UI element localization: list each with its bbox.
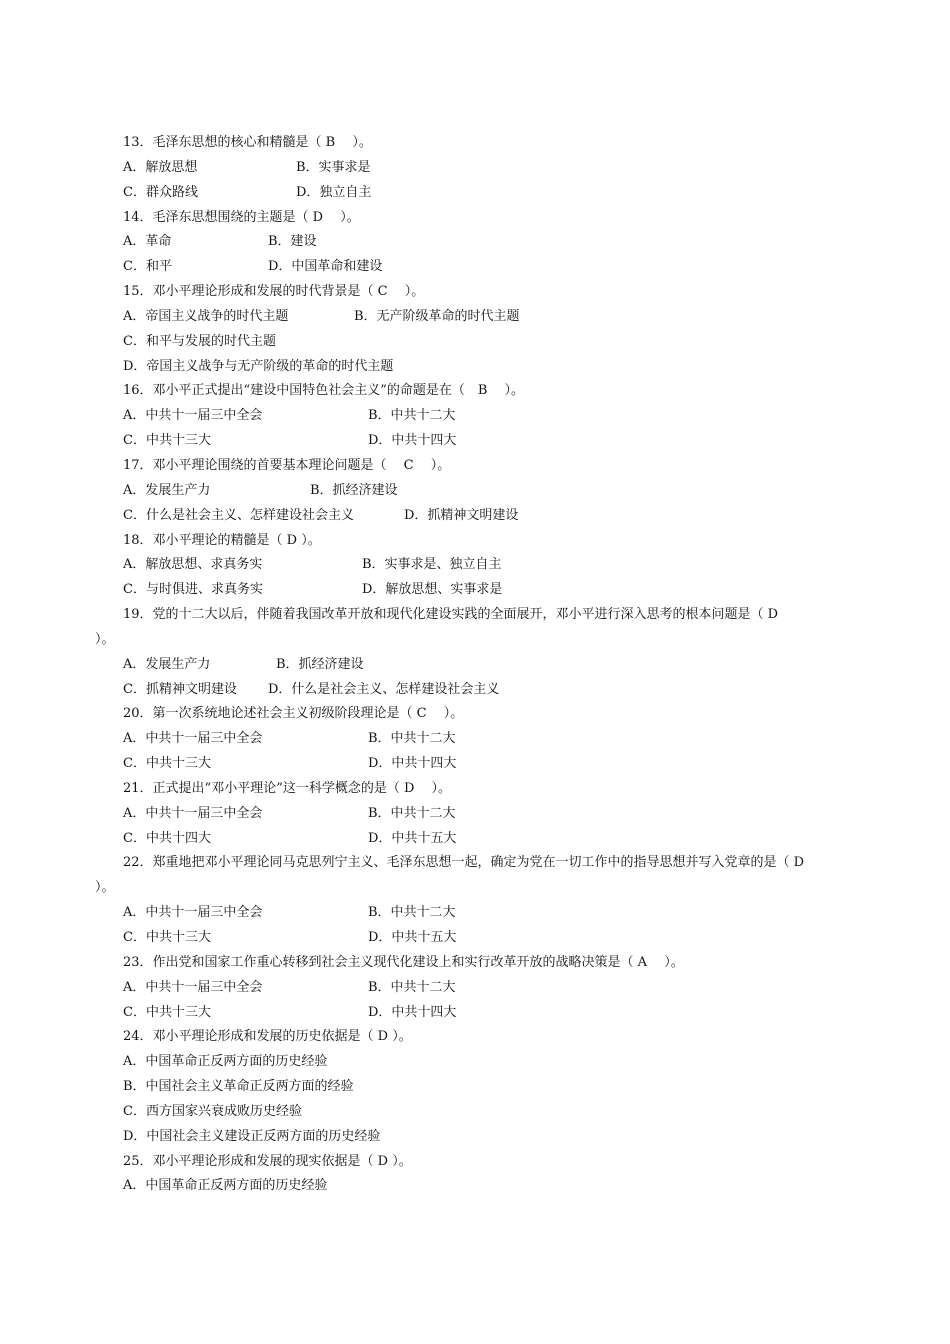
option-text: C．和平: [123, 259, 172, 275]
option-row: [0, 752, 950, 777]
option-row: [0, 230, 950, 255]
option-row: [0, 181, 950, 206]
question-text: 24．邓小平理论形成和发展的历史依据是（ D ）。: [123, 1029, 412, 1045]
option-text: D．中共十五大: [368, 830, 457, 846]
option-row: [0, 926, 950, 951]
option-text: B．中国社会主义革命正反两方面的经验: [123, 1079, 354, 1095]
option-text: B．中共十二大: [368, 979, 456, 995]
option-row: [0, 678, 950, 703]
question-text: 17．邓小平理论围绕的首要基本理论问题是（ C ）。: [123, 457, 451, 473]
option-text: B．抓经济建设: [276, 656, 364, 672]
option-row: [0, 1100, 950, 1125]
option-row: [0, 1001, 950, 1026]
option-text: D．解放思想、实事求是: [362, 582, 503, 598]
option-text: A．发展生产力: [123, 482, 211, 498]
option-row: [0, 802, 950, 827]
option-text: A．中国革命正反两方面的历史经验: [123, 1054, 328, 1070]
option-text: D．抓精神文明建设: [404, 507, 519, 523]
option-row: [0, 901, 950, 926]
option-row: [0, 553, 950, 578]
option-row: [0, 404, 950, 429]
option-row: [0, 305, 950, 330]
option-text: B．中共十二大: [368, 905, 456, 921]
option-text: A．中共十一届三中全会: [123, 805, 263, 821]
question-text: 14．毛泽东思想围绕的主题是（ D ）。: [123, 209, 360, 225]
option-text: B．抓经济建设: [310, 482, 398, 498]
option-row: [0, 1075, 950, 1100]
option-text: D．中共十四大: [368, 756, 457, 772]
question-text: 20．第一次系统地论述社会主义初级阶段理论是（ C ）。: [123, 706, 464, 722]
option-text: C．中共十三大: [123, 930, 211, 945]
option-text: D．中国革命和建设: [268, 259, 383, 275]
option-row: [0, 1174, 950, 1199]
option-text: D．独立自主: [296, 184, 372, 200]
option-row: [0, 578, 950, 603]
option-text: A．中国革命正反两方面的历史经验: [123, 1178, 328, 1194]
option-text: C．中共十三大: [123, 1004, 211, 1020]
option-text: B．中共十二大: [368, 731, 456, 747]
option-row: [0, 156, 950, 181]
option-row: [0, 653, 950, 678]
document-body: [0, 131, 950, 1199]
option-text: A．帝国主义战争的时代主题: [123, 308, 289, 324]
option-text: A．解放思想、求真务实: [123, 557, 263, 573]
option-text: C．中共十三大: [123, 433, 211, 449]
option-text: D．中共十五大: [368, 930, 457, 945]
question-continuation: ）。: [95, 880, 115, 896]
option-text: C．和平与发展的时代主题: [123, 333, 276, 349]
option-text: B．中共十二大: [368, 408, 456, 424]
option-text: D．中共十四大: [368, 1004, 457, 1020]
option-row: [0, 976, 950, 1001]
option-row: [0, 827, 950, 852]
option-text: A．发展生产力: [123, 656, 211, 672]
option-text: A．解放思想: [123, 159, 198, 175]
option-text: C．中共十三大: [123, 756, 211, 772]
option-text: C．与时俱进、求真务实: [123, 582, 263, 598]
option-text: B．无产阶级革命的时代主题: [354, 308, 520, 324]
option-text: B．实事求是: [296, 159, 371, 175]
option-text: A．中共十一届三中全会: [123, 731, 263, 747]
question-text: 23．作出党和国家工作重心转移到社会主义现代化建设上和实行改革开放的战略决策是（ A ）。: [123, 954, 684, 970]
question-text: 22．郑重地把邓小平理论同马克思列宁主义、毛泽东思想一起，确定为党在一切工作中的指导思想并写入党章的是（ D: [123, 855, 805, 871]
option-text: B．实事求是、独立自主: [362, 557, 502, 573]
option-text: D．中国社会主义建设正反两方面的历史经验: [123, 1128, 381, 1144]
option-text: A．中共十一届三中全会: [123, 408, 263, 424]
option-text: A．中共十一届三中全会: [123, 905, 263, 921]
question-text: 21．正式提出“邓小平理论”这一科学概念的是（ D ）。: [123, 780, 452, 796]
option-text: A．革命: [123, 234, 172, 250]
option-text: D．帝国主义战争与无产阶级的革命的时代主题: [123, 358, 394, 374]
option-text: B．中共十二大: [368, 805, 456, 821]
option-row: [0, 1125, 950, 1150]
option-row: [0, 504, 950, 529]
option-row: [0, 330, 950, 355]
option-row: [0, 255, 950, 280]
option-text: D．什么是社会主义、怎样建设社会主义: [268, 681, 500, 697]
option-text: C．什么是社会主义、怎样建设社会主义: [123, 507, 354, 523]
question-text: 15．邓小平理论形成和发展的时代背景是（ C ）。: [123, 284, 425, 300]
question-continuation: ）。: [95, 631, 115, 647]
option-row: [0, 355, 950, 380]
option-text: C．中共十四大: [123, 830, 211, 846]
option-text: C．西方国家兴衰成败历史经验: [123, 1103, 302, 1119]
question-text: 19．党的十二大以后，伴随着我国改革开放和现代化建设实践的全面展开，邓小平进行深入思考的根本问题是（ D: [123, 607, 779, 623]
option-row: [0, 479, 950, 504]
question-text: 13．毛泽东思想的核心和精髓是（ B ）。: [123, 135, 372, 150]
option-row: [0, 1050, 950, 1075]
option-row: [0, 429, 950, 454]
question-text: 18．邓小平理论的精髓是（ D ）。: [123, 532, 321, 548]
option-row: [0, 727, 950, 752]
option-text: C．群众路线: [123, 184, 198, 200]
option-text: A．中共十一届三中全会: [123, 979, 263, 995]
option-text: C．抓精神文明建设: [123, 681, 237, 697]
option-text: D．中共十四大: [368, 433, 457, 449]
question-text: 25．邓小平理论形成和发展的现实依据是（ D ）。: [123, 1153, 412, 1169]
option-text: B．建设: [268, 234, 317, 250]
question-text: 16．邓小平正式提出“建设中国特色社会主义”的命题是在（ B ）。: [123, 383, 525, 399]
